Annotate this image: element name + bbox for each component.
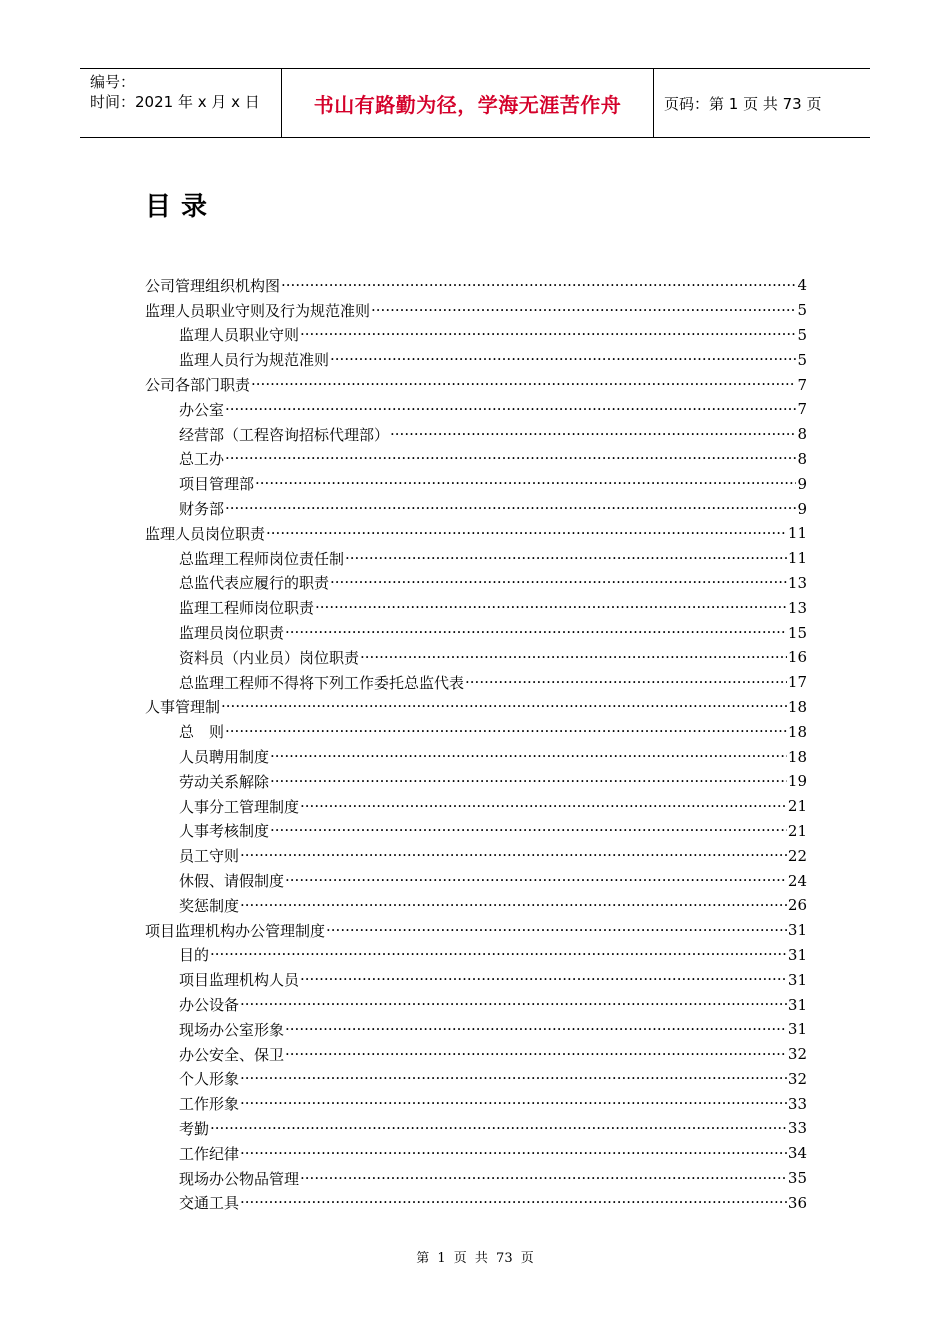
toc-entry-label: 目的 bbox=[179, 946, 210, 965]
toc-entry-page: 36 bbox=[787, 1193, 807, 1212]
toc-leader-dots bbox=[255, 476, 796, 491]
toc-entry[interactable] bbox=[145, 546, 807, 571]
toc-entry-label: 监理员岗位职责 bbox=[179, 624, 285, 643]
toc-entry[interactable] bbox=[145, 1067, 807, 1092]
toc-entry[interactable] bbox=[145, 893, 807, 918]
toc-entry-label: 工作形象 bbox=[179, 1095, 240, 1114]
toc-leader-dots bbox=[390, 427, 796, 442]
toc-entry-label: 办公设备 bbox=[179, 996, 240, 1014]
toc-entry-page: 31 bbox=[787, 995, 807, 1014]
toc-entry-page: 34 bbox=[787, 1144, 807, 1163]
toc-entry[interactable] bbox=[145, 422, 807, 447]
toc-entry[interactable] bbox=[145, 695, 807, 720]
toc-entry-label: 人事管理制 bbox=[145, 698, 221, 717]
toc-leader-dots bbox=[270, 774, 787, 789]
toc-entry-label: 财务部 bbox=[179, 500, 225, 519]
toc-entry[interactable] bbox=[145, 496, 807, 521]
toc-entry[interactable] bbox=[145, 273, 807, 298]
toc-entry-page: 19 bbox=[787, 772, 807, 791]
toc-leader-dots bbox=[240, 1096, 787, 1111]
toc-entry-page: 9 bbox=[797, 499, 807, 518]
toc-entry-page: 16 bbox=[787, 648, 807, 667]
toc-leader-dots bbox=[285, 625, 787, 640]
toc-entry-page: 18 bbox=[787, 697, 807, 716]
toc-entry-label: 监理人员职业守则 bbox=[179, 326, 300, 345]
toc-leader-dots bbox=[240, 898, 787, 913]
toc-leader-dots bbox=[225, 451, 796, 466]
toc-entry-label: 监理人员职业守则及行为规范准则 bbox=[145, 301, 371, 320]
header-page-info: 页码：第 1 页 共 73 页 bbox=[664, 94, 822, 113]
toc-entry-label: 休假、请假制度 bbox=[179, 872, 285, 891]
toc-entry-label: 项目监理机构人员 bbox=[179, 971, 300, 990]
toc-entry-page: 5 bbox=[797, 301, 807, 320]
toc-entry[interactable] bbox=[145, 471, 807, 496]
toc-leader-dots bbox=[300, 327, 796, 342]
toc-entry-page: 35 bbox=[787, 1169, 807, 1188]
toc-entry-page: 15 bbox=[787, 623, 807, 642]
toc-entry-label: 经营部（工程咨询招标代理部） bbox=[179, 425, 390, 444]
toc-leader-dots bbox=[465, 675, 787, 690]
toc-leader-dots bbox=[300, 799, 787, 814]
toc-leader-dots bbox=[360, 650, 787, 665]
toc-entry[interactable] bbox=[145, 744, 807, 769]
toc-entry-page: 7 bbox=[797, 375, 807, 394]
toc-entry-label: 项目监理机构办公管理制度 bbox=[145, 921, 326, 940]
toc-leader-dots bbox=[225, 724, 787, 739]
toc-leader-dots bbox=[330, 575, 787, 590]
page-footer: 第 1 页 共 73 页 bbox=[416, 1251, 534, 1266]
toc-entry[interactable] bbox=[145, 595, 807, 620]
toc-leader-dots bbox=[266, 526, 787, 541]
toc-entry-page: 18 bbox=[787, 722, 807, 741]
toc-leader-dots bbox=[221, 699, 787, 714]
toc-entry-page: 32 bbox=[787, 1045, 807, 1064]
toc-entry[interactable] bbox=[145, 794, 807, 819]
toc-entry-label: 办公安全、保卫 bbox=[179, 1045, 285, 1064]
toc-leader-dots bbox=[251, 377, 796, 392]
toc-leader-dots bbox=[315, 600, 787, 615]
toc-entry[interactable] bbox=[145, 1190, 807, 1215]
toc-entry-page: 11 bbox=[787, 549, 807, 568]
toc-entry-label: 员工守则 bbox=[179, 847, 240, 866]
toc-leader-dots bbox=[281, 278, 796, 293]
toc-entry-page: 21 bbox=[787, 797, 807, 816]
toc-entry-page: 8 bbox=[797, 425, 807, 444]
toc-leader-dots bbox=[240, 1146, 787, 1161]
toc-leader-dots bbox=[345, 551, 787, 566]
toc-entry-page: 5 bbox=[797, 350, 807, 369]
toc-entry-page: 33 bbox=[787, 1119, 807, 1138]
toc-entry[interactable] bbox=[145, 967, 807, 992]
toc-leader-dots bbox=[210, 1121, 787, 1136]
toc-entry-label: 交通工具 bbox=[179, 1194, 240, 1213]
toc-entry[interactable] bbox=[145, 992, 807, 1017]
toc-leader-dots bbox=[210, 947, 787, 962]
header-motto: 书山有路勤为径，学海无涯苦作舟 bbox=[282, 69, 654, 137]
toc-entry-label: 现场办公物品管理 bbox=[179, 1169, 300, 1188]
toc-entry-label: 工作纪律 bbox=[179, 1144, 240, 1163]
toc-entry-label: 公司各部门职责 bbox=[145, 376, 251, 395]
toc-entry-page: 31 bbox=[787, 921, 807, 940]
toc-entry-page: 7 bbox=[797, 400, 807, 419]
toc-leader-dots bbox=[240, 1195, 787, 1210]
toc-leader-dots bbox=[240, 997, 787, 1012]
toc-entry-page: 5 bbox=[797, 325, 807, 344]
toc-entry[interactable] bbox=[145, 1141, 807, 1166]
toc-entry-page: 31 bbox=[787, 945, 807, 964]
toc-entry[interactable] bbox=[145, 1116, 807, 1141]
toc-entry-page: 4 bbox=[797, 276, 807, 295]
toc-entry-label: 公司管理组织机构图 bbox=[145, 276, 281, 295]
toc-leader-dots bbox=[225, 501, 796, 516]
toc-title: 目录 bbox=[145, 192, 218, 222]
toc-leader-dots bbox=[240, 848, 787, 863]
toc-leader-dots bbox=[270, 823, 787, 838]
document-number-label: 编号： bbox=[90, 73, 136, 91]
toc-entry-page: 24 bbox=[787, 871, 807, 890]
header-meta bbox=[80, 69, 282, 137]
toc-leader-dots bbox=[285, 873, 787, 888]
toc-entry[interactable] bbox=[145, 843, 807, 868]
toc-entry[interactable] bbox=[145, 943, 807, 968]
toc-leader-dots bbox=[300, 1171, 787, 1186]
toc-entry-label: 总工办 bbox=[179, 450, 225, 469]
toc-entry-label: 个人形象 bbox=[179, 1070, 240, 1089]
toc-entry-label: 总监代表应履行的职责 bbox=[179, 574, 330, 593]
toc-entry[interactable] bbox=[145, 769, 807, 794]
toc-entry[interactable] bbox=[145, 819, 807, 844]
toc-entry[interactable] bbox=[145, 645, 807, 670]
toc-entry-page: 11 bbox=[787, 524, 807, 543]
page-header bbox=[80, 68, 870, 138]
toc-entry[interactable] bbox=[145, 868, 807, 893]
toc-leader-dots bbox=[225, 402, 796, 417]
table-of-contents bbox=[145, 273, 807, 1215]
toc-entry[interactable] bbox=[145, 571, 807, 596]
toc-entry[interactable] bbox=[145, 397, 807, 422]
toc-entry-page: 17 bbox=[787, 673, 807, 692]
toc-entry[interactable] bbox=[145, 1042, 807, 1067]
toc-entry-label: 总监理工程师岗位责任制 bbox=[179, 549, 345, 568]
toc-entry-page: 32 bbox=[787, 1069, 807, 1088]
toc-leader-dots bbox=[285, 1022, 787, 1037]
toc-entry[interactable] bbox=[145, 670, 807, 695]
toc-entry-label: 奖惩制度 bbox=[179, 896, 240, 915]
toc-leader-dots bbox=[285, 1047, 787, 1062]
toc-entry[interactable] bbox=[145, 347, 807, 372]
document-time-label: 时间：2021 年 x 月 x 日 bbox=[90, 93, 260, 111]
toc-entry-page: 9 bbox=[797, 474, 807, 493]
toc-entry-label: 人事考核制度 bbox=[179, 822, 270, 841]
toc-entry[interactable] bbox=[145, 1166, 807, 1191]
toc-entry-label: 监理人员行为规范准则 bbox=[179, 351, 330, 370]
toc-leader-dots bbox=[240, 1071, 787, 1086]
toc-entry-page: 31 bbox=[787, 1020, 807, 1039]
toc-leader-dots bbox=[300, 972, 787, 987]
toc-entry-page: 13 bbox=[787, 573, 807, 592]
toc-entry[interactable] bbox=[145, 447, 807, 472]
toc-entry[interactable] bbox=[145, 1091, 807, 1116]
toc-entry-page: 13 bbox=[787, 598, 807, 617]
toc-entry[interactable] bbox=[145, 521, 807, 546]
toc-entry-label: 现场办公室形象 bbox=[179, 1020, 285, 1039]
toc-entry[interactable] bbox=[145, 719, 807, 744]
toc-entry-page: 31 bbox=[787, 970, 807, 989]
toc-entry[interactable] bbox=[145, 1017, 807, 1042]
toc-leader-dots bbox=[326, 923, 787, 938]
toc-entry-label: 人员聘用制度 bbox=[179, 748, 270, 767]
toc-entry-label: 人事分工管理制度 bbox=[179, 797, 300, 816]
toc-entry-label: 总监理工程师不得将下列工作委托总监代表 bbox=[179, 673, 465, 692]
toc-entry-label: 办公室 bbox=[179, 400, 225, 419]
toc-entry-label: 劳动关系解除 bbox=[179, 772, 270, 791]
toc-leader-dots bbox=[330, 352, 796, 367]
toc-entry[interactable] bbox=[145, 918, 807, 943]
toc-entry-label: 总 则 bbox=[179, 723, 225, 742]
toc-entry[interactable] bbox=[145, 372, 807, 397]
toc-entry-page: 26 bbox=[787, 896, 807, 915]
toc-entry-label: 监理人员岗位职责 bbox=[145, 524, 266, 543]
toc-entry-page: 22 bbox=[787, 846, 807, 865]
toc-entry-page: 18 bbox=[787, 747, 807, 766]
toc-entry-label: 项目管理部 bbox=[179, 475, 255, 494]
toc-entry-label: 资料员（内业员）岗位职责 bbox=[179, 648, 360, 667]
toc-entry-page: 33 bbox=[787, 1094, 807, 1113]
toc-entry-label: 考勤 bbox=[179, 1119, 210, 1138]
toc-entry[interactable] bbox=[145, 298, 807, 323]
toc-entry-page: 21 bbox=[787, 821, 807, 840]
toc-entry-page: 8 bbox=[797, 449, 807, 468]
toc-entry-label: 监理工程师岗位职责 bbox=[179, 599, 315, 618]
toc-entry[interactable] bbox=[145, 323, 807, 348]
toc-leader-dots bbox=[371, 303, 796, 318]
toc-leader-dots bbox=[270, 749, 787, 764]
toc-entry[interactable] bbox=[145, 620, 807, 645]
